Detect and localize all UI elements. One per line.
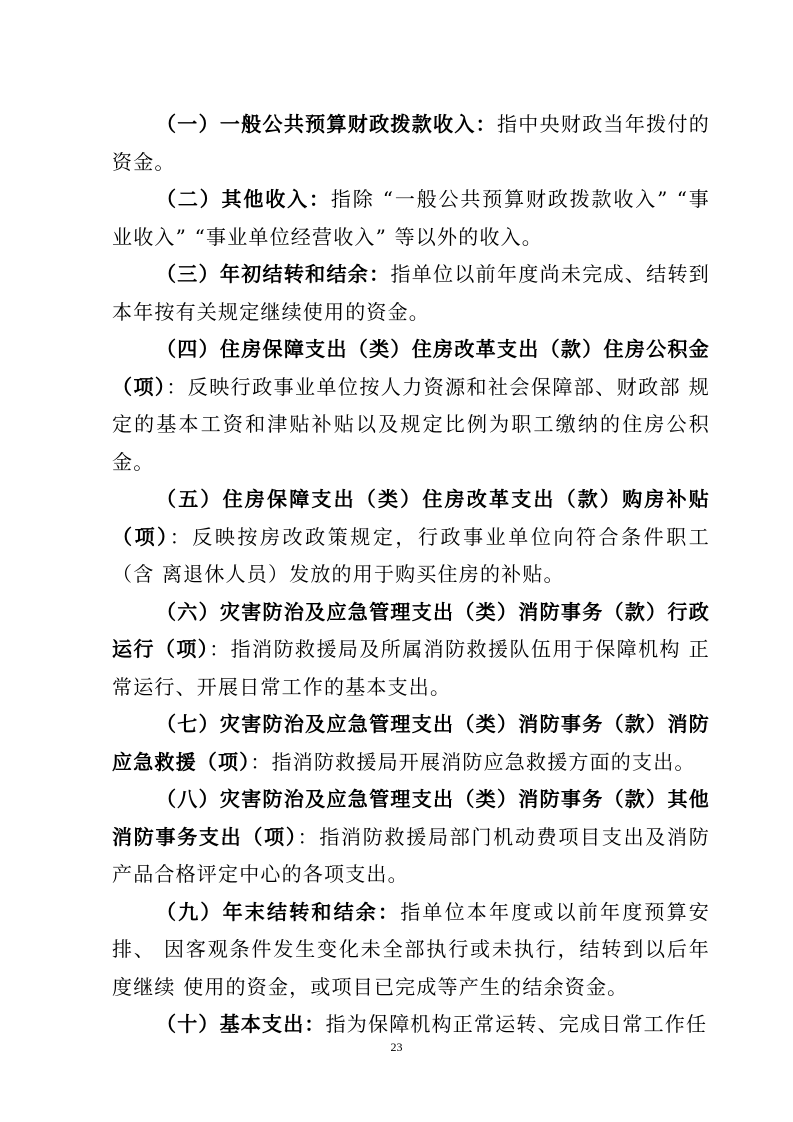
paragraph-9 <box>112 894 710 1007</box>
term-label: （六）灾害防治及应急管理支出（类）消防事务（款）行政运行（项） <box>112 599 710 661</box>
term-label: （四）住房保障支出（类）住房改革支出（款）住房公积金（项） <box>112 337 710 399</box>
paragraph-10 <box>112 1006 710 1044</box>
paragraph-7 <box>112 706 710 781</box>
term-definition: 指为保障机构正常运转、完成日常工作任 <box>325 1012 708 1036</box>
term-label: （九）年末结转和结余： <box>156 899 401 924</box>
paragraph-6 <box>112 594 710 707</box>
term-definition: 指中央财政当年拨付的资金。 <box>112 112 711 174</box>
paragraph-1 <box>112 106 710 181</box>
term-definition: 指除 “一般公共预算财政拨款收入” “事业收入” “事业单位经营收入” 等以外的收入。 <box>112 187 711 249</box>
paragraph-5 <box>112 481 710 594</box>
paragraph-8 <box>112 781 710 894</box>
term-label: （十）基本支出： <box>156 1012 326 1036</box>
term-definition: ：反映行政事业单位按人力资源和社会保障部、财政部 规定的基本工资和津贴补贴以及规定比例为职工缴纳的住房公积金。 <box>112 374 710 474</box>
term-definition: ：指消防救援局部门机动费项目支出及消防产品合格评定中心的各项支出。 <box>112 824 710 886</box>
term-definition: ：反映按房改政策规定，行政事业单位向符合条件职工（含 离退休人员）发放的用于购买住房的补贴。 <box>112 524 710 586</box>
paragraph-3 <box>112 256 710 331</box>
page-number: 23 <box>390 1040 403 1054</box>
paragraph-2 <box>112 181 710 256</box>
term-definition: 指单位本年度或以前年度预算安排、 因客观条件发生变化未全部执行或未执行，结转到以后年度继续 使用的资金，或项目已完成等产生的结余资金。 <box>112 899 710 999</box>
term-definition: ：指消防救援局及所属消防救援队伍用于保障机构 正常运行、开展日常工作的基本支出。 <box>112 637 711 699</box>
term-label: （七）灾害防治及应急管理支出（类）消防事务（款）消防应急救援（项） <box>112 712 710 774</box>
term-label: （三）年初结转和结余： <box>156 262 391 286</box>
paragraph-4 <box>112 331 710 481</box>
term-definition: 指单位以前年度尚未完成、结转到本年按有关规定继续使用的资金。 <box>112 262 711 324</box>
term-definition: ：指消防救援局开展消防应急救援方面的支出。 <box>250 749 696 774</box>
term-label: （一）一般公共预算财政拨款收入： <box>156 112 497 136</box>
term-label: （八）灾害防治及应急管理支出（类）消防事务（款）其他消防事务支出（项） <box>112 787 710 849</box>
body-text <box>112 106 710 1044</box>
term-label: （五）住房保障支出（类）住房改革支出（款）购房补贴（项） <box>112 487 710 549</box>
term-label: （二）其他收入： <box>156 187 331 211</box>
